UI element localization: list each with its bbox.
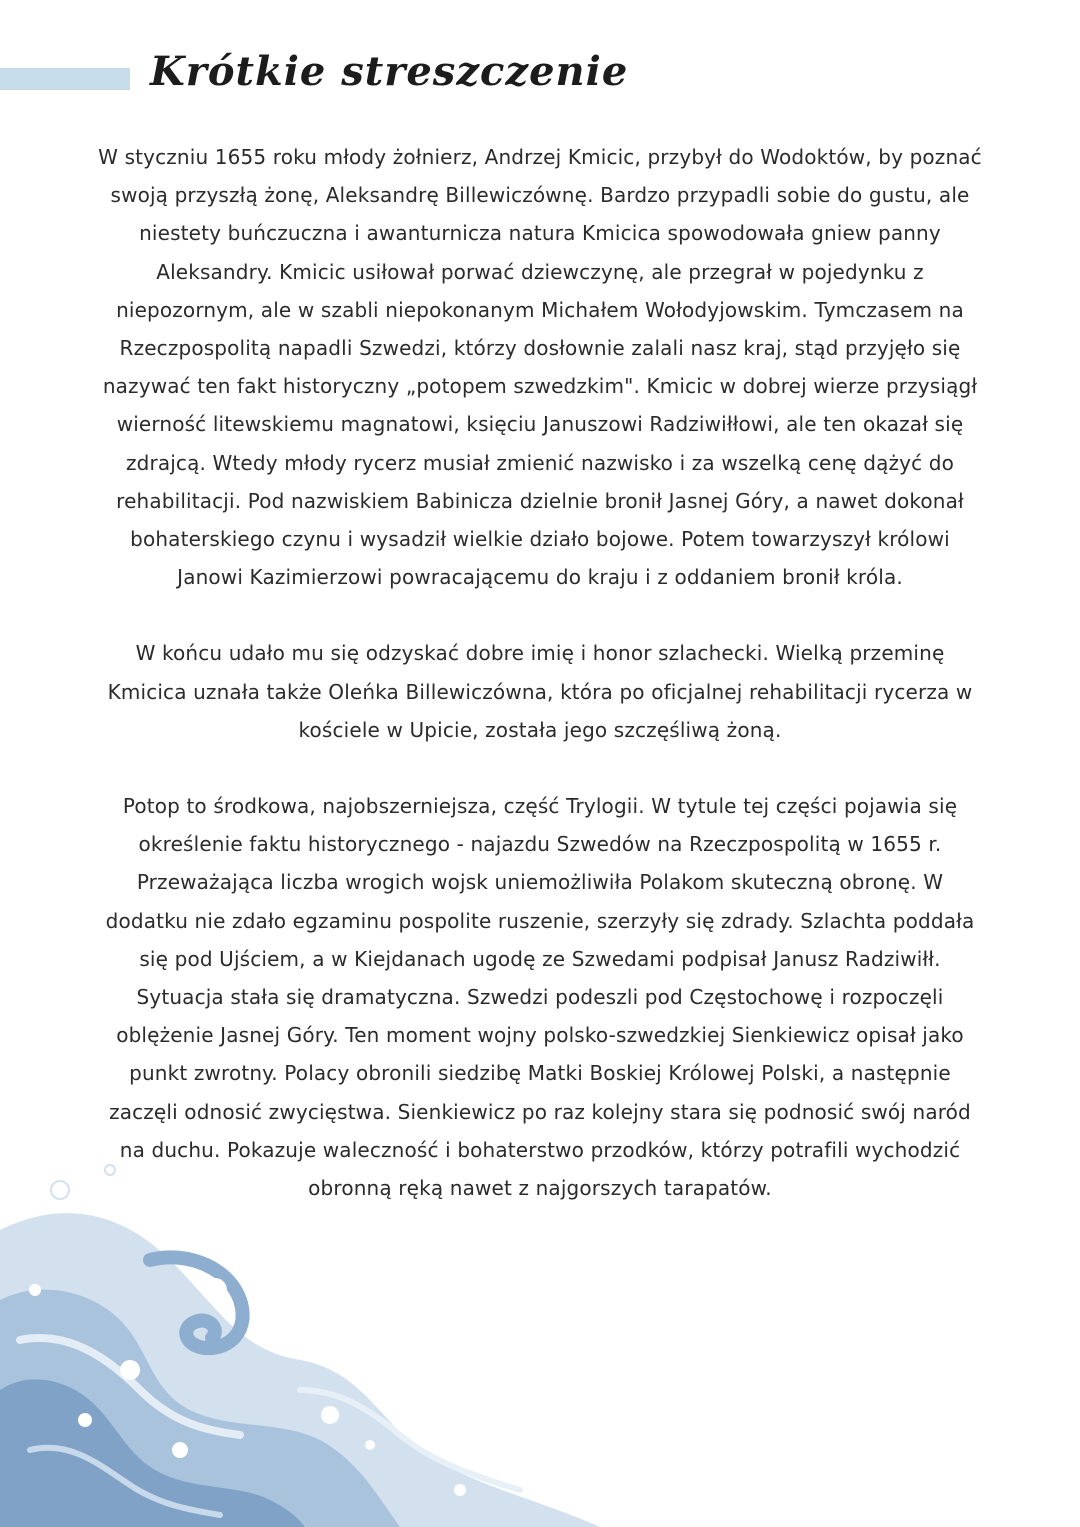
foam-droplet [365, 1440, 375, 1450]
summary-paragraph-2: W końcu udało mu się odzyskać dobre imię i honor szlachecki. Wielką przeminę Kmicica uznała także Oleńka Billewiczówna, która po oficjalnej rehabilitacji rycerza w kościele w Upicie, została jego szczęśliwą żoną. [107, 641, 973, 742]
summary-body [95, 138, 985, 1207]
foam-droplet [51, 1181, 69, 1199]
foam-droplet [172, 1442, 188, 1458]
summary-paragraph-1: W styczniu 1655 roku młody żołnierz, Andrzej Kmicic, przybył do Wodoktów, by poznać swoją przyszłą żonę, Aleksandrę Billewiczównę. Bardzo przypadli sobie do gustu, ale niestety buńczuczna i awanturnicza natura Kmicica spowodowała gniew panny Aleksandry. Kmicic usiłował porwać dziewczynę, ale przegrał w pojedynku z niepozornym, ale w szabli niepokonanym Michałem Wołodyjowskim. Tymczasem na Rzeczpospolitą napadli Szwedzi, którzy dosłownie zalali nasz kraj, stąd przyjęło się nazywać ten fakt historyczny „potopem szwedzkim". Kmicic w dobrej wierze przysiągł wierność litewskiemu magnatowi, księciu Januszowi Radziwiłłowi, ale ten okazał się zdrajcą. Wtedy młody rycerz musiał zmienić nazwisko i za wszelką cenę dążyć do rehabilitacji. Pod nazwiskiem Babinicza dzielnie bronił Jasnej Góry, a nawet dokonał bohaterskiego czynu i wysadził wielkie działo bojowe. Potem towarzyszył królowi Janowi Kazimierzowi powracającemu do kraju i z oddaniem bronił króla. [98, 145, 982, 590]
foam-droplet [105, 1165, 115, 1175]
foam-droplet [454, 1484, 466, 1496]
foam-droplet [29, 1284, 41, 1296]
foam-droplet [244, 1264, 256, 1276]
foam-droplet [321, 1406, 339, 1424]
title-accent-bar [0, 68, 130, 90]
page-title: Krótkie streszczenie [150, 48, 629, 95]
foam-droplet [203, 1278, 227, 1302]
summary-paragraph-3: Potop to środkowa, najobszerniejsza, część Trylogii. W tytule tej części pojawia się określenie faktu historycznego - najazdu Szwedów na Rzeczpospolitą w 1655 r. Przeważająca liczba wrogich wojsk uniemożliwiła Polakom skuteczną obronę. W dodatku nie zdało egzaminu pospolite ruszenie, szerzyły się zdrady. Szlachta poddała się pod Ujściem, a w Kiejdanach ugodę ze Szwedami podpisał Janusz Radziwiłł. Sytuacja stała się dramatyczna. Szwedzi podeszli pod Częstochowę i rozpoczęli oblężenie Jasnej Góry. Ten moment wojny polsko-szwedzkiej Sienkiewicz opisał jako punkt zwrotny. Polacy obronili siedzibę Matki Boskiej Królowej Polski, a następnie zaczęli odnosić zwycięstwa. Sienkiewicz po raz kolejny stara się podnosić swój naród na duchu. Pokazuje waleczność i bohaterstwo przodków, którzy potrafili wychodzić obronną ręką nawet z najgorszych tarapatów. [105, 794, 975, 1201]
foam-droplet [78, 1413, 92, 1427]
ocean-wave-illustration [0, 1090, 720, 1527]
foam-droplet [120, 1360, 140, 1380]
